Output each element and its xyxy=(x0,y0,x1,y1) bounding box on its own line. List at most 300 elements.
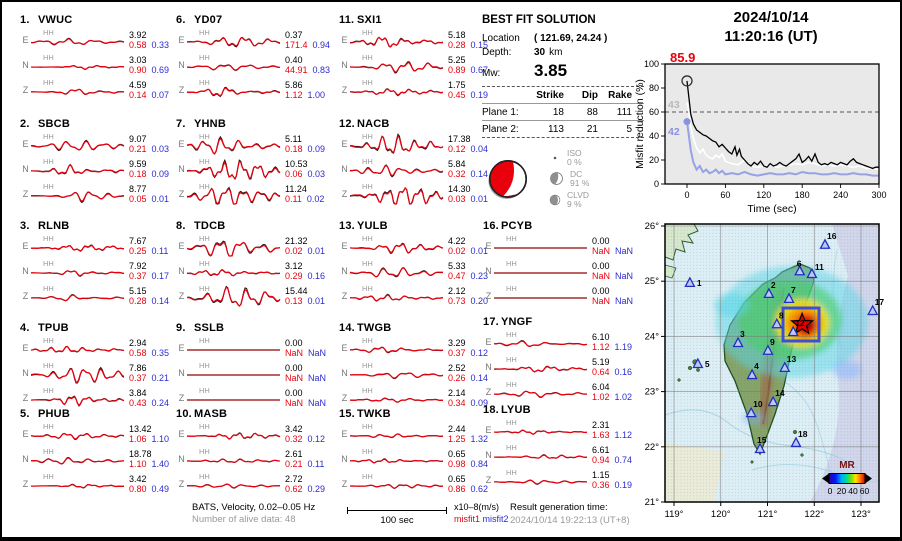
svg-text:HH: HH xyxy=(362,472,373,481)
station-header: 9. SSLB xyxy=(176,322,225,334)
misfit2-value: NaN xyxy=(615,270,634,281)
waveform-trace xyxy=(350,233,446,258)
waveform-row-YHNB-Z xyxy=(176,181,336,206)
station-header: 7. YHNB xyxy=(176,118,226,130)
component-label: Z xyxy=(178,188,185,199)
misfit2-value: 1.40 xyxy=(151,458,170,469)
component-label: N xyxy=(485,449,492,460)
svg-text:HH: HH xyxy=(43,132,54,141)
misfit2-value: 0.14 xyxy=(151,295,170,306)
station-header: 13. YULB xyxy=(339,220,388,232)
col-dip: Dip xyxy=(581,89,598,101)
station-block-SSLB xyxy=(176,322,336,410)
misfit2-value: NaN xyxy=(615,245,634,256)
misfit1-value: 0.13 xyxy=(285,295,303,306)
component-label: N xyxy=(341,367,348,378)
misfit1-value: 0.37 xyxy=(448,347,466,358)
waveform-trace xyxy=(31,446,127,471)
waveform-row-PHUB-Z xyxy=(20,471,180,496)
component-label: N xyxy=(485,361,492,372)
misfit2-value: 0.03 xyxy=(307,168,326,179)
station-header: 4. TPUB xyxy=(20,322,69,334)
station-block-SXI1 xyxy=(339,14,499,102)
misfit1-value: 171.4 xyxy=(285,39,308,50)
component-label: E xyxy=(341,428,348,439)
misfit1-value: 0.29 xyxy=(285,270,303,281)
waveform-trace xyxy=(350,77,446,102)
misfit1-value: 0.32 xyxy=(285,433,303,444)
misfit1-value: 0.14 xyxy=(129,89,147,100)
amplitude-value: 2.61 xyxy=(285,448,303,459)
waveform-row-TWKB-E xyxy=(339,421,499,446)
waveform-values xyxy=(283,338,335,358)
amplitude-value: 2.12 xyxy=(448,285,466,296)
map-station-label: 18 xyxy=(798,428,808,439)
waveform-trace xyxy=(350,471,446,496)
svg-text:HH: HH xyxy=(506,355,517,364)
svg-text:HH: HH xyxy=(43,259,54,268)
station-header: 5. PHUB xyxy=(20,408,70,420)
misfit1-value: 0.21 xyxy=(285,458,303,469)
amplitude-value: 0.00 xyxy=(592,285,610,296)
depth-unit: km xyxy=(549,47,563,58)
station-header: 8. TDCB xyxy=(176,220,226,232)
amplitude-value: 5.18 xyxy=(448,29,466,40)
amplitude-value: 3.29 xyxy=(448,337,466,348)
waveform-trace xyxy=(187,258,283,283)
nodal-plane-table xyxy=(482,86,644,138)
amplitude-value: 0.00 xyxy=(285,362,303,373)
station-header: 16. PCYB xyxy=(483,220,533,232)
waveform-row-PCYB-E xyxy=(483,233,643,258)
amplitude-value: 6.10 xyxy=(592,331,610,342)
waveform-row-RLNB-Z xyxy=(20,283,180,308)
solution-title: BEST FIT SOLUTION xyxy=(482,14,596,26)
misfit2-value: 0.09 xyxy=(307,143,326,154)
misfit1-value: 0.90 xyxy=(129,64,147,75)
waveform-row-MASB-N xyxy=(176,446,336,471)
waveform-values xyxy=(283,286,335,306)
misfit1-value: 0.28 xyxy=(129,295,147,306)
map-station-label: 17 xyxy=(874,297,885,308)
component-label: Z xyxy=(22,478,29,489)
focal-mechanism-beachball xyxy=(482,153,534,205)
waveform-row-VWUC-N xyxy=(20,52,180,77)
misfit2-value: NaN xyxy=(308,372,327,383)
waveform-values xyxy=(127,363,179,383)
misfit1-value: NaN xyxy=(592,270,611,281)
svg-text:HH: HH xyxy=(506,443,517,452)
waveform-trace xyxy=(187,27,283,52)
svg-text:HH: HH xyxy=(43,78,54,87)
source-decomposition xyxy=(548,146,589,211)
y-axis-label: Misfit reduction (%) xyxy=(634,79,646,169)
waveform-values xyxy=(283,363,335,383)
component-label: E xyxy=(178,342,185,353)
clvd-icon xyxy=(548,193,562,207)
misfit2-value: 0.20 xyxy=(470,295,489,306)
misfit2-value: 1.32 xyxy=(470,433,489,444)
amplitude-value: 6.04 xyxy=(592,381,610,392)
component-label: Z xyxy=(178,290,185,301)
waveform-row-SBCB-E xyxy=(20,131,180,156)
station-block-PCYB xyxy=(483,220,643,308)
svg-text:HH: HH xyxy=(43,336,54,345)
waveform-values xyxy=(283,449,335,469)
misfit1-value: 0.47 xyxy=(448,270,466,281)
waveform-row-YD07-N xyxy=(176,52,336,77)
misfit2-value: NaN xyxy=(615,295,634,306)
waveform-row-SSLB-E xyxy=(176,335,336,360)
misfit1-value: 0.25 xyxy=(129,245,147,256)
component-label: E xyxy=(22,342,29,353)
misfit1-value: 0.12 xyxy=(448,143,466,154)
svg-text:HH: HH xyxy=(199,28,210,37)
misfit1-value: 0.21 xyxy=(129,143,147,154)
waveform-row-TWGB-N xyxy=(339,360,499,385)
amplitude-value: 0.00 xyxy=(592,260,610,271)
waveform-values xyxy=(283,55,335,75)
depth-label: Depth: xyxy=(482,47,512,58)
waveform-row-LYUB-Z xyxy=(483,467,643,492)
station-header: 10. MASB xyxy=(176,408,228,420)
waveform-trace xyxy=(187,77,283,102)
col-strike: Strike xyxy=(536,89,564,101)
misfit2-value: 0.16 xyxy=(307,270,326,281)
waveform-values xyxy=(127,30,179,50)
component-label: Z xyxy=(178,84,185,95)
misfit1-value: 0.34 xyxy=(448,397,466,408)
svg-text:HH: HH xyxy=(506,330,517,339)
amplitude-value: 5.33 xyxy=(448,260,466,271)
waveform-row-YNGF-Z xyxy=(483,379,643,404)
misfit2-value: 0.12 xyxy=(470,347,489,358)
component-label: Z xyxy=(485,386,492,397)
component-label: Z xyxy=(341,290,348,301)
mw-label: Mw: xyxy=(482,68,501,79)
station-header: 12. NACB xyxy=(339,118,390,130)
component-label: E xyxy=(485,336,492,347)
component-label: E xyxy=(341,240,348,251)
waveform-trace xyxy=(31,385,127,410)
amplitude-value: 3.12 xyxy=(285,260,303,271)
station-header: 6. YD07 xyxy=(176,14,223,26)
map-station-label: 16 xyxy=(827,230,837,241)
misfit1-value: 1.25 xyxy=(448,433,466,444)
misfit1-legend: misfit1 xyxy=(454,514,481,524)
waveform-row-RLNB-E xyxy=(20,233,180,258)
waveform-values xyxy=(283,80,335,100)
amplitude-value: 9.59 xyxy=(129,158,147,169)
waveform-row-SBCB-N xyxy=(20,156,180,181)
misfit2-value: 0.04 xyxy=(470,143,489,154)
component-label: Z xyxy=(22,84,29,95)
amplitude-value: 3.84 xyxy=(129,387,147,398)
component-label: N xyxy=(178,453,185,464)
component-label: N xyxy=(341,59,348,70)
misfit2-value: 0.17 xyxy=(151,270,170,281)
svg-text:40: 40 xyxy=(848,486,858,496)
misfit2-value: 1.19 xyxy=(614,341,633,352)
waveform-trace xyxy=(350,27,446,52)
svg-text:HH: HH xyxy=(362,157,373,166)
waveform-row-SSLB-N xyxy=(176,360,336,385)
waveform-row-TWGB-Z xyxy=(339,385,499,410)
svg-text:122°: 122° xyxy=(804,509,825,520)
misfit2-value: 0.12 xyxy=(307,433,326,444)
misfit2-value: 0.19 xyxy=(470,89,489,100)
component-label: E xyxy=(178,240,185,251)
svg-text:22°: 22° xyxy=(644,441,659,453)
component-label: Z xyxy=(341,392,348,403)
svg-text:120: 120 xyxy=(756,190,772,200)
waveform-row-YD07-Z xyxy=(176,77,336,102)
component-label: N xyxy=(178,59,185,70)
misfit2-value: 1.12 xyxy=(614,429,633,440)
waveform-trace xyxy=(31,52,127,77)
amplitude-value: 9.07 xyxy=(129,133,147,144)
svg-text:HH: HH xyxy=(506,284,517,293)
amplitude-value: 2.94 xyxy=(129,337,147,348)
svg-text:300: 300 xyxy=(871,190,887,200)
svg-text:40: 40 xyxy=(648,131,659,141)
misfit2-value: 0.62 xyxy=(470,483,489,494)
component-label: N xyxy=(22,265,29,276)
component-label: N xyxy=(178,367,185,378)
station-header: 11. SXI1 xyxy=(339,14,382,26)
station-block-TWKB xyxy=(339,408,499,496)
station-block-TDCB xyxy=(176,220,336,308)
misfit1-value: 0.28 xyxy=(448,39,466,50)
waveform-trace xyxy=(187,335,283,360)
svg-text:60: 60 xyxy=(720,190,731,200)
waveform-trace xyxy=(31,131,127,156)
amplitude-value: 5.86 xyxy=(285,79,303,90)
svg-text:HH: HH xyxy=(362,284,373,293)
event-time: 11:20:16 (UT) xyxy=(724,28,818,45)
map-station-label: 1 xyxy=(696,277,702,288)
waveform-values xyxy=(283,236,335,256)
map-station-label: 12 xyxy=(795,317,805,328)
component-label: N xyxy=(485,265,492,276)
waveform-trace xyxy=(494,467,590,492)
amplitude-value: 13.42 xyxy=(129,423,152,434)
waveform-values xyxy=(283,474,335,494)
waveform-row-NACB-Z xyxy=(339,181,499,206)
amplitude-value: 17.38 xyxy=(448,133,471,144)
location-value: ( 121.69, 24.24 ) xyxy=(534,33,608,44)
svg-text:21°: 21° xyxy=(644,497,659,508)
misfit1-value: 0.89 xyxy=(448,64,466,75)
waveform-row-TPUB-Z xyxy=(20,385,180,410)
svg-text:HH: HH xyxy=(362,447,373,456)
waveform-trace xyxy=(350,360,446,385)
misfit2-value: 1.02 xyxy=(614,391,633,402)
map-station-label: 10 xyxy=(753,399,763,410)
waveform-trace xyxy=(31,471,127,496)
misfit2-value: 0.01 xyxy=(307,295,326,306)
station-block-MASB xyxy=(176,408,336,496)
station-block-TPUB xyxy=(20,322,180,410)
amplitude-value: 1.15 xyxy=(592,469,610,480)
waveform-trace xyxy=(350,283,446,308)
map-station-label: 8 xyxy=(778,310,784,321)
misfit2-value: 0.16 xyxy=(614,366,633,377)
misfit2-value: 1.00 xyxy=(307,89,326,100)
waveform-values xyxy=(127,424,179,444)
svg-text:23°: 23° xyxy=(644,386,659,398)
waveform-row-NACB-E xyxy=(339,131,499,156)
component-label: N xyxy=(22,367,29,378)
station-header: 18. LYUB xyxy=(483,404,531,416)
waveform-trace xyxy=(494,417,590,442)
waveform-row-YNGF-N xyxy=(483,354,643,379)
svg-text:HH: HH xyxy=(362,132,373,141)
waveform-row-PHUB-E xyxy=(20,421,180,446)
svg-text:0: 0 xyxy=(684,190,690,200)
component-label: E xyxy=(341,34,348,45)
clvd-item: CLVD 9 % xyxy=(548,190,589,209)
misfit1-value: 0.05 xyxy=(129,193,147,204)
misfit2-value: 0.49 xyxy=(151,483,170,494)
misfit2-value: 0.35 xyxy=(151,347,170,358)
amplitude-value: 10.53 xyxy=(285,158,308,169)
svg-text:HH: HH xyxy=(506,259,517,268)
event-datetime xyxy=(642,8,900,46)
amplitude-value: 5.25 xyxy=(448,54,466,65)
misfit1-value: 0.73 xyxy=(448,295,466,306)
waveform-trace xyxy=(187,446,283,471)
amplitude-value: 0.65 xyxy=(448,473,466,484)
component-label: Z xyxy=(22,188,29,199)
amplitude-value: 0.65 xyxy=(448,448,466,459)
station-column-3 xyxy=(339,2,499,537)
component-label: N xyxy=(341,265,348,276)
map-station-label: 3 xyxy=(740,329,745,340)
component-label: Z xyxy=(341,478,348,489)
best-fit-solution-panel xyxy=(482,14,644,211)
misfit-reduction-plot xyxy=(632,46,902,218)
waveform-row-YNGF-E xyxy=(483,329,643,354)
misfit1-value: NaN xyxy=(285,347,304,358)
waveform-row-MASB-E xyxy=(176,421,336,446)
waveform-trace xyxy=(494,283,590,308)
misfit2-value: NaN xyxy=(308,397,327,408)
misfit1-value: 0.58 xyxy=(129,39,147,50)
misfit2-value: 0.11 xyxy=(307,458,325,469)
waveform-trace xyxy=(494,379,590,404)
component-label: N xyxy=(22,453,29,464)
map-station-label: 5 xyxy=(704,359,710,369)
amplitude-value: 6.61 xyxy=(592,444,610,455)
misfit2-value: 0.69 xyxy=(151,64,170,75)
component-label: E xyxy=(341,138,348,149)
map-station-label: 4 xyxy=(754,361,759,372)
misfit2-value: 0.01 xyxy=(470,193,489,204)
data-description xyxy=(192,502,315,526)
waveform-row-TDCB-E xyxy=(176,233,336,258)
misfit1-value: 0.98 xyxy=(448,458,466,469)
annotation-low: 42 xyxy=(668,126,680,138)
amplitude-value: 14.30 xyxy=(448,183,471,194)
misfit1-value: 1.02 xyxy=(592,391,610,402)
component-label: E xyxy=(178,428,185,439)
misfit2-value: 0.03 xyxy=(151,143,170,154)
component-label: N xyxy=(341,163,348,174)
misfit2-value: 0.21 xyxy=(151,372,170,383)
scalebar-line xyxy=(347,507,447,514)
svg-text:HH: HH xyxy=(43,28,54,37)
waveform-trace xyxy=(31,156,127,181)
map-station-label: 15 xyxy=(757,435,767,446)
svg-text:HH: HH xyxy=(199,234,210,243)
waveform-trace xyxy=(31,283,127,308)
svg-text:123°: 123° xyxy=(851,509,871,520)
amplitude-value: 5.15 xyxy=(129,285,147,296)
waveform-trace xyxy=(350,446,446,471)
amplitude-value: 3.42 xyxy=(129,473,147,484)
station-header: 2. SBCB xyxy=(20,118,70,130)
station-block-YHNB xyxy=(176,118,336,206)
misfit1-value: NaN xyxy=(285,397,304,408)
misfit2-value: 0.67 xyxy=(470,64,489,75)
waveform-row-TWKB-Z xyxy=(339,471,499,496)
svg-text:20: 20 xyxy=(648,155,659,165)
component-label: E xyxy=(22,34,29,45)
waveform-values xyxy=(127,236,179,256)
misfit1-value: 0.18 xyxy=(285,143,303,154)
waveform-row-MASB-Z xyxy=(176,471,336,496)
amplitude-value: 5.11 xyxy=(285,133,302,144)
waveform-row-TWKB-N xyxy=(339,446,499,471)
amplitude-value: 4.59 xyxy=(129,79,147,90)
svg-text:100: 100 xyxy=(643,59,659,69)
svg-text:HH: HH xyxy=(362,361,373,370)
svg-text:240: 240 xyxy=(833,190,849,200)
waveform-values xyxy=(127,338,179,358)
waveform-row-SXI1-Z xyxy=(339,77,499,102)
amplitude-value: 0.00 xyxy=(285,387,303,398)
amplitude-value: 2.72 xyxy=(285,473,303,484)
svg-text:HH: HH xyxy=(43,361,54,370)
waveform-trace xyxy=(350,258,446,283)
misfit1-value: NaN xyxy=(592,295,611,306)
station-block-LYUB xyxy=(483,404,643,492)
waveform-values xyxy=(127,184,179,204)
svg-text:121°: 121° xyxy=(757,509,778,520)
waveform-row-YD07-E xyxy=(176,27,336,52)
waveform-trace xyxy=(494,442,590,467)
misfit1-value: 0.58 xyxy=(129,347,147,358)
map-station-label: 2 xyxy=(770,279,776,290)
amplitude-units: x10–8(m/s) xyxy=(454,502,500,512)
misfit1-value: 0.26 xyxy=(448,372,466,383)
amplitude-value: 15.44 xyxy=(285,285,308,296)
waveform-trace xyxy=(350,385,446,410)
amplitude-value: 21.32 xyxy=(285,235,308,246)
svg-text:HH: HH xyxy=(43,472,54,481)
map-station-label: 11 xyxy=(814,262,824,273)
svg-text:80: 80 xyxy=(648,83,659,93)
depth-value: 30 xyxy=(534,47,546,58)
misfit1-value: 0.06 xyxy=(285,168,303,179)
dc-item: DC 91 % xyxy=(548,169,589,188)
misfit2-value: 0.09 xyxy=(151,168,170,179)
waveform-trace xyxy=(187,360,283,385)
svg-text:HH: HH xyxy=(506,468,517,477)
misfit2-legend: misfit2 xyxy=(482,514,509,524)
component-label: E xyxy=(485,240,492,251)
